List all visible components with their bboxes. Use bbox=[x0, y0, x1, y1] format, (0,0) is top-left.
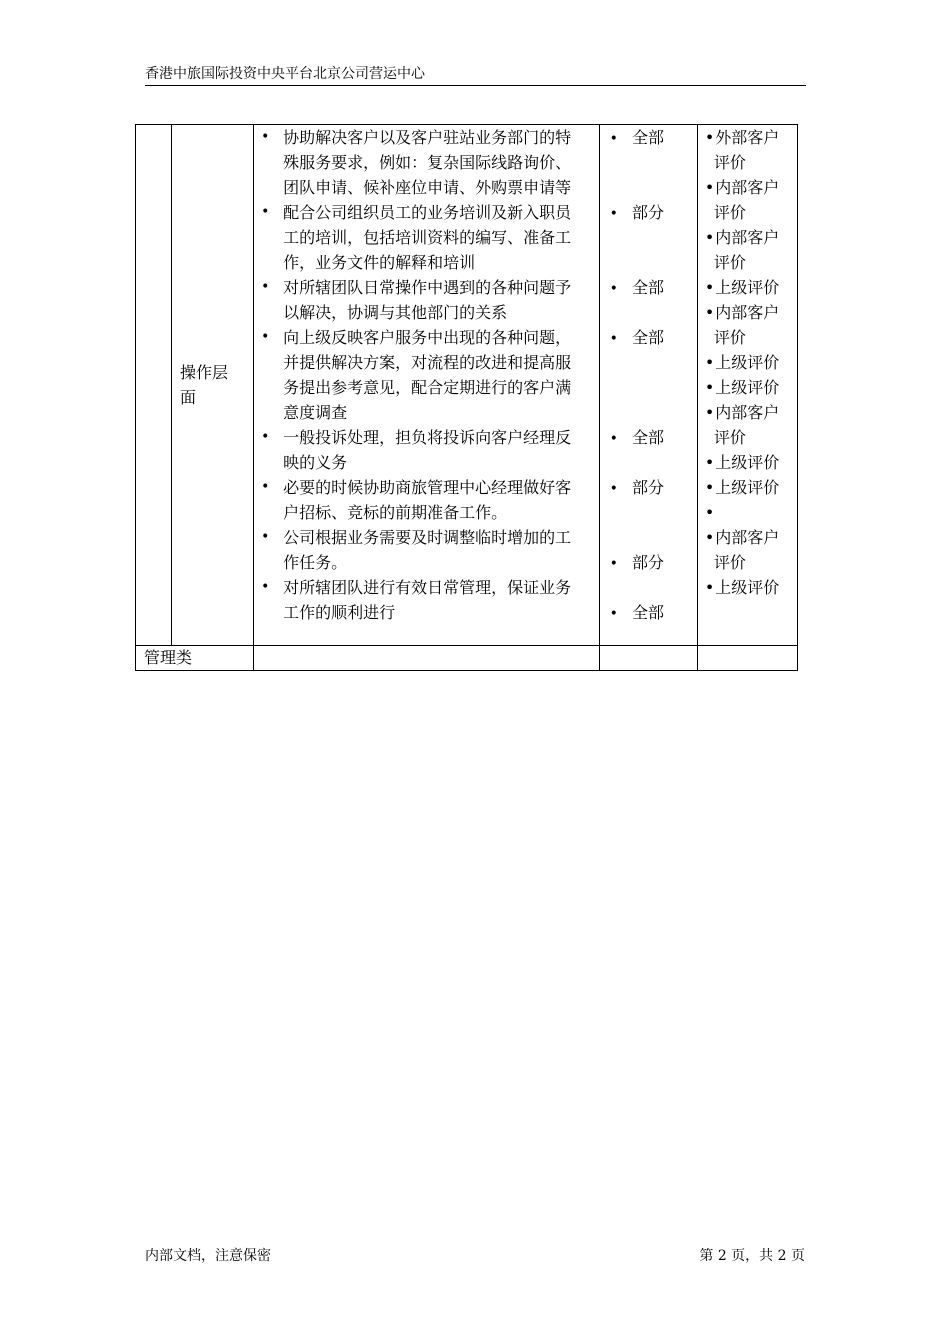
section-label-line: 操作层 bbox=[180, 363, 229, 382]
evaluation-item-cont bbox=[705, 150, 793, 175]
evaluation-text: 外部客户 bbox=[715, 128, 780, 147]
duty-item bbox=[260, 200, 593, 275]
bullet-icon: • bbox=[704, 578, 715, 597]
bullet-icon: • bbox=[609, 131, 618, 147]
duty-text-line: 对所辖团队日常操作中遇到的各种问题予 bbox=[283, 278, 572, 297]
scope-text: 部分 bbox=[631, 203, 664, 222]
evaluation-item bbox=[705, 125, 793, 150]
duty-text-line: 并提供解决方案，对流程的改进和提高服 bbox=[283, 353, 572, 372]
scope-text: 全部 bbox=[631, 278, 664, 297]
evaluation-item bbox=[705, 375, 793, 400]
evaluation-item bbox=[705, 350, 793, 375]
scope-item bbox=[610, 425, 664, 452]
evaluation-text: 评价 bbox=[713, 253, 746, 272]
bullet-icon: • bbox=[609, 206, 618, 222]
bullet-icon: • bbox=[609, 481, 618, 497]
duty-text-line: 作，业务文件的解释和培训 bbox=[283, 253, 476, 272]
scope-item bbox=[610, 600, 664, 627]
evaluation-text: 上级评价 bbox=[715, 353, 780, 372]
section-label-cell bbox=[172, 125, 254, 646]
bullet-icon: • bbox=[704, 178, 715, 197]
evaluation-item bbox=[705, 300, 793, 325]
evaluation-item-cont bbox=[705, 425, 793, 450]
bullet-icon: • bbox=[609, 431, 618, 447]
evaluation-text: 上级评价 bbox=[715, 453, 780, 472]
scope-text: 全部 bbox=[631, 328, 664, 347]
duty-item bbox=[260, 475, 593, 525]
bullet-icon: • bbox=[704, 453, 715, 472]
management-label: 管理类 bbox=[144, 648, 193, 667]
duty-item bbox=[260, 575, 593, 625]
bullet-icon: • bbox=[704, 128, 715, 147]
bullet-icon: • bbox=[261, 204, 270, 220]
duty-text-line: 对所辖团队进行有效日常管理，保证业务 bbox=[283, 578, 572, 597]
evaluation-text: 评价 bbox=[713, 553, 746, 572]
scope-list bbox=[600, 125, 697, 625]
duty-text-line: 户招标、竞标的前期准备工作。 bbox=[283, 503, 508, 522]
duties-table bbox=[135, 124, 798, 671]
evaluation-text: 内部客户 bbox=[715, 303, 780, 322]
duty-item bbox=[260, 525, 593, 575]
scope-text: 全部 bbox=[631, 128, 664, 147]
empty-cell bbox=[599, 646, 697, 671]
evaluation-item bbox=[705, 525, 793, 550]
scope-item bbox=[610, 125, 664, 152]
bullet-icon: • bbox=[704, 478, 715, 497]
bullet-icon: • bbox=[704, 503, 715, 522]
evaluation-item-cont bbox=[705, 250, 793, 275]
footer-confidential: 内部文档，注意保密 bbox=[145, 1248, 271, 1264]
section-label-line: 面 bbox=[180, 388, 197, 407]
duty-text-line: 公司根据业务需要及时调整临时增加的工 bbox=[283, 528, 572, 547]
evaluation-text: 内部客户 bbox=[715, 403, 780, 422]
bullet-icon: • bbox=[704, 303, 715, 322]
evaluation-item-cont bbox=[705, 550, 793, 575]
scope-item bbox=[610, 325, 664, 352]
evaluation-text: 内部客户 bbox=[715, 528, 780, 547]
bullet-icon: • bbox=[704, 528, 715, 547]
duty-item bbox=[260, 325, 593, 425]
scope-item bbox=[610, 200, 664, 227]
empty-cell bbox=[254, 646, 600, 671]
scope-item bbox=[610, 475, 664, 502]
duty-item bbox=[260, 275, 593, 325]
evaluation-text: 评价 bbox=[713, 328, 746, 347]
evaluation-item bbox=[705, 500, 793, 525]
scope-text: 部分 bbox=[631, 553, 664, 572]
management-label-cell bbox=[136, 646, 254, 671]
bullet-icon: • bbox=[261, 279, 270, 295]
bullet-icon: • bbox=[261, 129, 270, 145]
evaluation-item bbox=[705, 450, 793, 475]
evaluation-text: 评价 bbox=[713, 428, 746, 447]
bullet-icon: • bbox=[609, 556, 618, 572]
empty-cell bbox=[697, 646, 797, 671]
empty-cell bbox=[136, 125, 172, 646]
scope-text: 全部 bbox=[631, 603, 664, 622]
evaluation-item-cont bbox=[705, 325, 793, 350]
duty-text-line: 映的义务 bbox=[283, 453, 348, 472]
duty-text-line: 一般投诉处理，担负将投诉向客户经理反 bbox=[283, 428, 572, 447]
bullet-icon: • bbox=[609, 331, 618, 347]
evaluation-item bbox=[705, 175, 793, 200]
scope-text: 全部 bbox=[631, 428, 664, 447]
duty-text-line: 必要的时候协助商旅管理中心经理做好客 bbox=[283, 478, 572, 497]
evaluation-item-cont bbox=[705, 200, 793, 225]
duty-text-line: 协助解决客户以及客户驻站业务部门的特 bbox=[283, 128, 572, 147]
bullet-icon: • bbox=[704, 378, 715, 397]
evaluation-text: 上级评价 bbox=[715, 378, 780, 397]
evaluation-list bbox=[698, 125, 797, 600]
evaluation-item bbox=[705, 575, 793, 600]
bullet-icon: • bbox=[261, 529, 270, 545]
duty-item bbox=[260, 125, 593, 200]
bullet-icon: • bbox=[704, 353, 715, 372]
footer-page-number: 第 2 页，共 2 页 bbox=[699, 1248, 805, 1264]
bullet-icon: • bbox=[261, 329, 270, 345]
evaluation-text: 评价 bbox=[713, 203, 746, 222]
duties-list bbox=[254, 125, 599, 625]
duty-text-line: 作任务。 bbox=[283, 553, 348, 572]
scope-text: 部分 bbox=[631, 478, 664, 497]
bullet-icon: • bbox=[261, 429, 270, 445]
bullet-icon: • bbox=[704, 403, 715, 422]
bullet-icon: • bbox=[609, 281, 618, 297]
scope-item bbox=[610, 550, 664, 577]
duty-text-line: 工的培训，包括培训资料的编写、准备工 bbox=[283, 228, 572, 247]
evaluation-cell bbox=[697, 125, 797, 646]
duty-text-line: 殊服务要求，例如：复杂国际线路询价、 bbox=[283, 153, 572, 172]
table-row bbox=[136, 646, 798, 671]
evaluation-text: 上级评价 bbox=[715, 578, 780, 597]
evaluation-item bbox=[705, 275, 793, 300]
page-header: 香港中旅国际投资中央平台北京公司营运中心 bbox=[145, 64, 806, 86]
bullet-icon: • bbox=[704, 278, 715, 297]
bullet-icon: • bbox=[261, 579, 270, 595]
duty-text-line: 务提出参考意见，配合定期进行的客户满 bbox=[283, 378, 572, 397]
evaluation-text: 上级评价 bbox=[715, 278, 780, 297]
duty-item bbox=[260, 425, 593, 475]
duty-text-line: 工作的顺利进行 bbox=[283, 603, 396, 622]
duty-text-line: 意度调查 bbox=[283, 403, 348, 422]
evaluation-text: 内部客户 bbox=[715, 178, 780, 197]
bullet-icon: • bbox=[261, 479, 270, 495]
evaluation-item bbox=[705, 400, 793, 425]
evaluation-text: 评价 bbox=[713, 153, 746, 172]
section-label bbox=[172, 360, 253, 410]
duty-text-line: 配合公司组织员工的业务培训及新入职员 bbox=[283, 203, 572, 222]
evaluation-text: 内部客户 bbox=[715, 228, 780, 247]
evaluation-text: 上级评价 bbox=[715, 478, 780, 497]
duty-text-line: 向上级反映客户服务中出现的各种问题， bbox=[283, 328, 572, 347]
bullet-icon: • bbox=[609, 606, 618, 622]
scope-item bbox=[610, 275, 664, 302]
evaluation-item bbox=[705, 225, 793, 250]
duty-text-line: 团队申请、候补座位申请、外购票申请等 bbox=[283, 178, 572, 197]
duty-text-line: 以解决，协调与其他部门的关系 bbox=[283, 303, 508, 322]
scope-cell bbox=[599, 125, 697, 646]
table-row bbox=[136, 125, 798, 646]
duties-cell bbox=[254, 125, 600, 646]
bullet-icon: • bbox=[704, 228, 715, 247]
evaluation-item bbox=[705, 475, 793, 500]
